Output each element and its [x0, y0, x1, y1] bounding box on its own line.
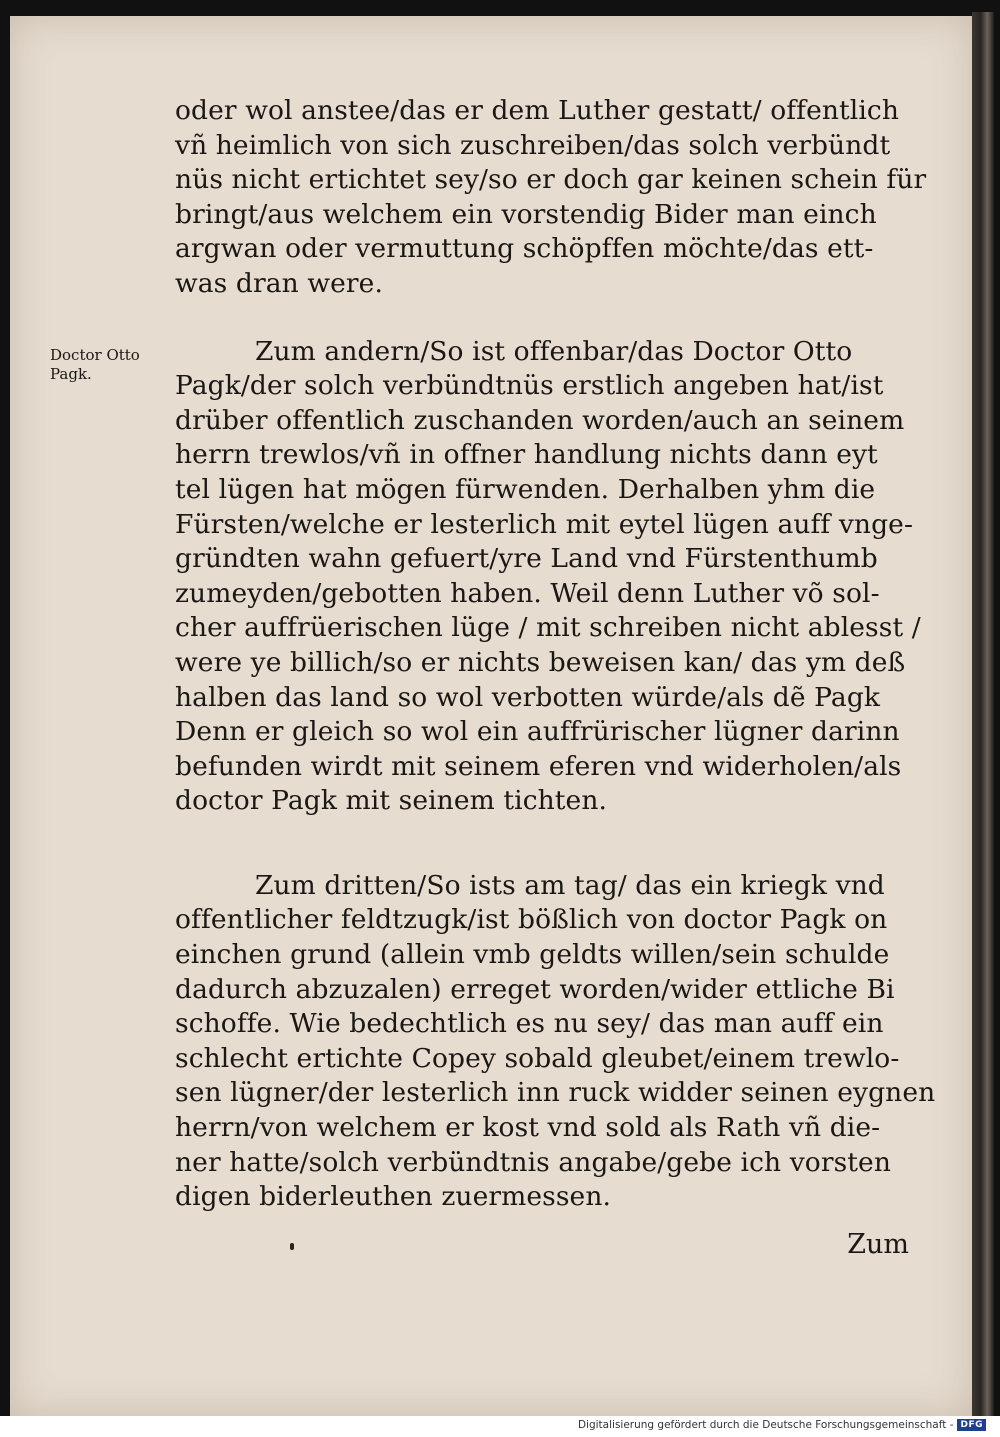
text-line: Zum andern/So ist offenbar/das Doctor Otto — [255, 335, 853, 367]
text-line: nüs nicht ertichtet sey/so er doch gar keinen schein für — [175, 164, 927, 196]
main-text — [175, 94, 935, 1265]
paragraph-3 — [175, 869, 935, 1215]
marginal-note-line: Pagk. — [50, 365, 92, 383]
paragraph-2 — [175, 335, 935, 819]
text-line: doctor Pagk mit seinem tichten. — [175, 785, 608, 817]
text-line: bringt/aus welchem ein vorstendig Bider man einch — [175, 198, 877, 230]
catchword: Zum — [847, 1228, 909, 1260]
text-line: herrn trewlos/vñ in offner handlung nichts dann eyt — [175, 439, 878, 471]
text-line: sen lügner/der lesterlich inn ruck widder seinen eygnen — [175, 1077, 936, 1109]
text-line: gründten wahn gefuert/yre Land vnd Fürstenthumb — [175, 543, 878, 575]
text-line: einchen grund (allein vmb geldts willen/sein schulde — [175, 939, 890, 971]
digitization-credit — [578, 1419, 986, 1431]
text-line: cher auffrüerischen lüge / mit schreiben nicht ablesst / — [175, 612, 921, 644]
ink-speck — [290, 1243, 294, 1250]
text-line: vñ heimlich von sich zuschreiben/das solch verbündt — [175, 129, 891, 161]
paragraph-1 — [175, 94, 935, 302]
dfg-logo: DFG — [957, 1419, 986, 1431]
text-line: herrn/von welchem er kost vnd sold als Rath vñ die- — [175, 1112, 881, 1144]
text-line: were ye billich/so er nichts beweisen kan/ das ym deß — [175, 646, 906, 678]
paragraph-spacer — [175, 819, 935, 869]
text-line: argwan oder vermuttung schöpffen möchte/das ett- — [175, 233, 874, 265]
text-line: schlecht ertichte Copey sobald gleubet/einem trewlo- — [175, 1042, 900, 1074]
text-line: tel lügen hat mögen fürwenden. Derhalben yhm die — [175, 473, 876, 505]
text-line: was dran were. — [175, 267, 383, 299]
text-line: halben das land so wol verbotten würde/als dẽ Pagk — [175, 681, 881, 713]
text-line: Pagk/der solch verbündtnüs erstlich angeben hat/ist — [175, 370, 884, 402]
text-line: oder wol anstee/das er dem Luther gestatt/ offentlich — [175, 95, 900, 126]
text-line: Fürsten/welche er lesterlich mit eytel lügen auff vnge- — [175, 508, 914, 540]
text-line: schoffe. Wie bedechtlich es nu sey/ das man auff ein — [175, 1008, 884, 1040]
text-line: digen biderleuthen zuermessen. — [175, 1181, 612, 1213]
credit-text: Digitalisierung gefördert durch die Deutsche Forschungsgemeinschaft - — [577, 1419, 954, 1431]
text-line: befunden wirdt mit seinem eferen vnd widerholen/als — [175, 750, 902, 782]
text-line: offentlicher feldtzugk/ist bößlich von doctor Pagk on — [175, 904, 888, 936]
paragraph-spacer — [175, 302, 935, 335]
text-line: dadurch abzuzalen) erreget worden/wider ettliche Bi — [175, 973, 895, 1005]
text-line: drüber offentlich zuschanden worden/auch an seinem — [175, 404, 905, 436]
text-line: Zum dritten/So ists am tag/ das ein kriegk vnd — [255, 869, 885, 901]
page-fore-edge — [972, 12, 994, 1416]
marginal-note — [50, 346, 180, 384]
marginal-note-line: Doctor Otto — [50, 346, 140, 364]
text-line: Denn er gleich so wol ein auffrürischer lügner darinn — [175, 716, 900, 748]
text-line: zumeyden/gebotten haben. Weil denn Luther võ sol- — [175, 577, 880, 609]
text-line: ner hatte/solch verbündtnis angabe/gebe ich vorsten — [175, 1146, 891, 1178]
